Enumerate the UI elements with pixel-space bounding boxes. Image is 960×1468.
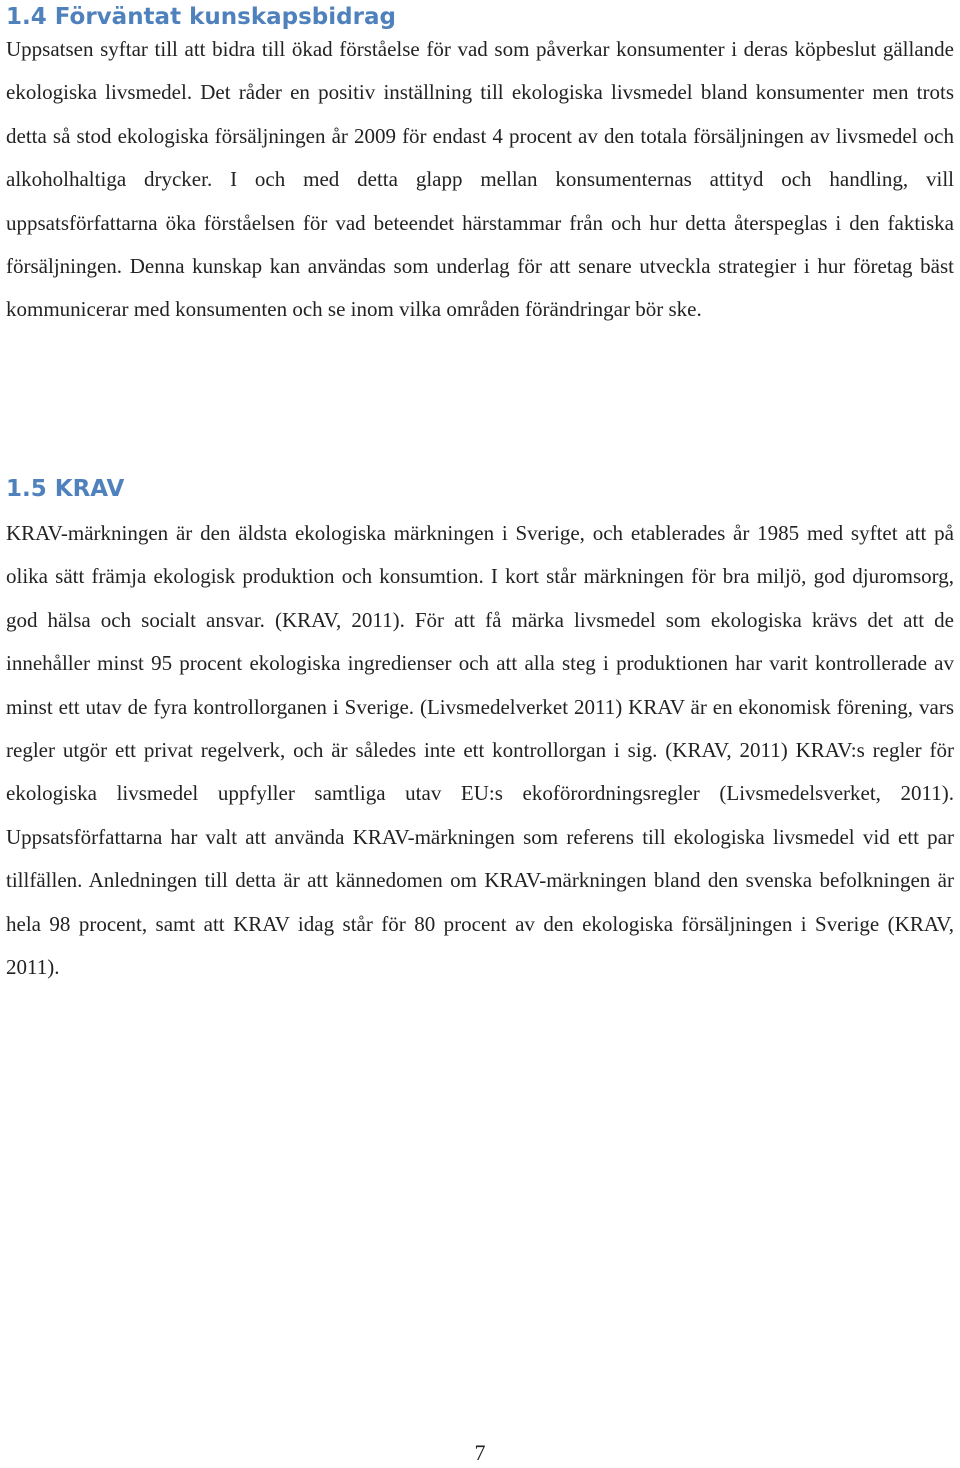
section-heading-krav: 1.5 KRAV	[6, 476, 125, 502]
section-heading-forvantat-kunskapsbidrag: 1.4 Förväntat kunskapsbidrag	[6, 4, 396, 30]
section-body-krav: KRAV-märkningen är den äldsta ekologiska märkningen i Sverige, och etablerades år 1985 med syftet att på olika sätt främja ekologisk produktion och konsumtion. I kort står märkningen för bra miljö, god djuromsorg, god hälsa och socialt ansvar. (KRAV, 2011). För att få märka livsmedel som ekologiska krävs det att de innehåller minst 95 procent ekologiska ingredienser och att alla steg i produktionen har varit kontrollerade av minst ett utav de fyra kontrollorganen i Sverige. (Livsmedelverket 2011) KRAV är en ekonomisk förening, vars regler utgör ett privat regelverk, och är således inte ett kontrollorgan i sig. (KRAV, 2011) KRAV:s regler för ekologiska livsmedel uppfyller samtliga utav EU:s ekoförordningsregler (Livsmedelsverket, 2011). Uppsatsförfattarna har valt att använda KRAV-märkningen som referens till ekologiska livsmedel vid ett par tillfällen. Anledningen till detta är att kännedomen om KRAV-märkningen bland den svenska befolkningen är hela 98 procent, samt att KRAV idag står för 80 procent av den ekologiska försäljningen i Sverige (KRAV, 2011).	[6, 521, 954, 980]
section-body-forvantat-kunskapsbidrag: Uppsatsen syftar till att bidra till ökad förståelse för vad som påverkar konsumenter i deras köpbeslut gällande ekologiska livsmedel. Det råder en positiv inställning till ekologiska livsmedel bland konsumenter men trots detta så stod ekologiska försäljningen år 2009 för endast 4 procent av den totala försäljningen av livsmedel och alkoholhaltiga drycker. I och med detta glapp mellan konsumenternas attityd och handling, vill uppsatsförfattarna öka förståelsen för vad beteendet härstammar från och hur detta återspeglas i den faktiska försäljningen. Denna kunskap kan användas som underlag för att senare utveckla strategier i hur företag bäst kommunicerar med konsumenten och se inom vilka områden förändringar bör ske.	[6, 37, 954, 322]
page-number: 7	[474, 1440, 486, 1465]
